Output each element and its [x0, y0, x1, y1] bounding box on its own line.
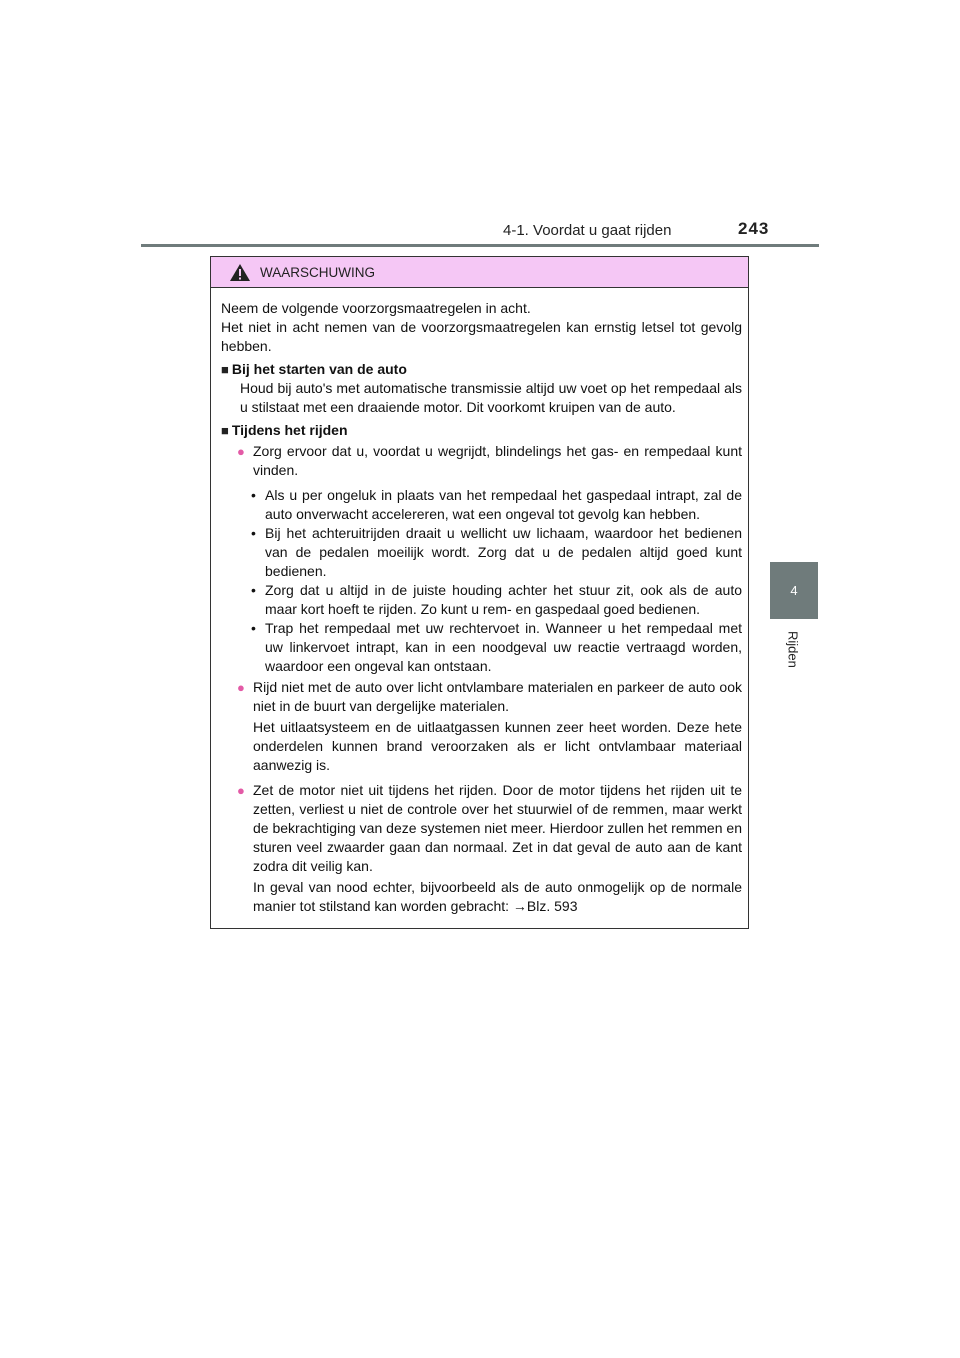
list-item: ● Rijd niet met de auto over licht ontvlambare materialen en parkeer de auto ook niet in de buurt van dergelijke materialen.: [237, 679, 742, 714]
warning-icon: [229, 263, 251, 282]
chapter-number: 4: [790, 583, 798, 598]
sub-list-item: • Als u per ongeluk in plaats van het rempedaal het gaspedaal intrapt, zal de auto onverwacht accelereren, wat een ongeval tot gevolg kan hebben.: [251, 487, 742, 522]
circle-bullet-icon: ●: [237, 444, 245, 459]
circle-bullet-icon: ●: [237, 680, 245, 695]
list-item: ● Zorg ervoor dat u, voordat u wegrijdt, blindelings het gas- en rempedaal kunt vinden.: [237, 443, 742, 478]
page-number: 243: [738, 219, 770, 238]
warning-header: [211, 257, 748, 288]
chapter-tab[interactable]: [770, 562, 818, 619]
chapter-label: Rijden: [785, 630, 801, 668]
list-item-continuation: [221, 878, 742, 916]
intro-line-1: Neem de volgende voorzorgsmaatregelen in acht.: [221, 300, 531, 316]
square-bullet-icon: ■: [221, 362, 229, 377]
header-divider: [141, 244, 819, 247]
section-heading-driving: ■ Tijdens het rijden: [221, 422, 348, 438]
warning-title: WAARSCHUWING: [260, 264, 375, 280]
sub-list-item: • Trap het rempedaal met uw rechtervoet in. Wanneer u het rempedaal met uw linkervoet intrapt, kan in een noodgeval uw reactie vertraagd worden, waardoor een ongeval kan ontstaan.: [251, 620, 742, 674]
intro-line-2: Het niet in acht nemen van de voorzorgsmaatregelen kan ernstig letsel tot gevolg hebben.: [221, 319, 742, 354]
sub-list-item: • Bij het achteruitrijden draait u wellicht uw lichaam, waardoor het bedienen van de pedalen moeilijk wordt. Zorg dat u de pedalen altijd goed kunt bedienen.: [251, 525, 742, 579]
square-bullet-icon: ■: [221, 423, 229, 438]
page-reference[interactable]: In geval van nood echter, bijvoorbeeld als de auto onmogelijk op de normale manier tot stilstand kan worden gebracht: →Blz. 593: [253, 879, 742, 914]
sub-list-item: • Zorg dat u altijd in de juiste houding achter het stuur zit, ook als de auto maar kort hoeft te rijden. Zo kunt u rem- en gaspedaal goed bedienen.: [251, 582, 742, 617]
section-text-starting: Houd bij auto's met automatische transmissie altijd uw voet op het rempedaal als u stilstaat met een draaiende motor. Dit voorkomt kruipen van de auto.: [240, 380, 742, 415]
circle-bullet-icon: ●: [237, 783, 245, 798]
warning-box: [210, 256, 749, 929]
list-item-continuation: Het uitlaatsysteem en de uitlaatgassen kunnen zeer heet worden. Deze hete onderdelen kunnen brand veroorzaken als er licht ontvlambaar materiaal aanwezig is.: [253, 719, 742, 773]
sub-list: [221, 486, 742, 676]
warning-body: [211, 288, 748, 916]
section-title: 4-1. Voordat u gaat rijden: [503, 222, 672, 239]
list-item: ● Zet de motor niet uit tijdens het rijden. Door de motor tijdens het rijden uit te zetten, verliest u niet de controle over het stuurwiel of de remmen, maar werkt de bekrachtiging van deze systemen niet meer. Hierdoor zullen het remmen en sturen veel zwaarder gaan dan normaal. Zet in dat geval de auto aan de kant zodra dit veilig kan.: [237, 782, 742, 874]
section-heading-starting: ■ Bij het starten van de auto: [221, 361, 407, 377]
